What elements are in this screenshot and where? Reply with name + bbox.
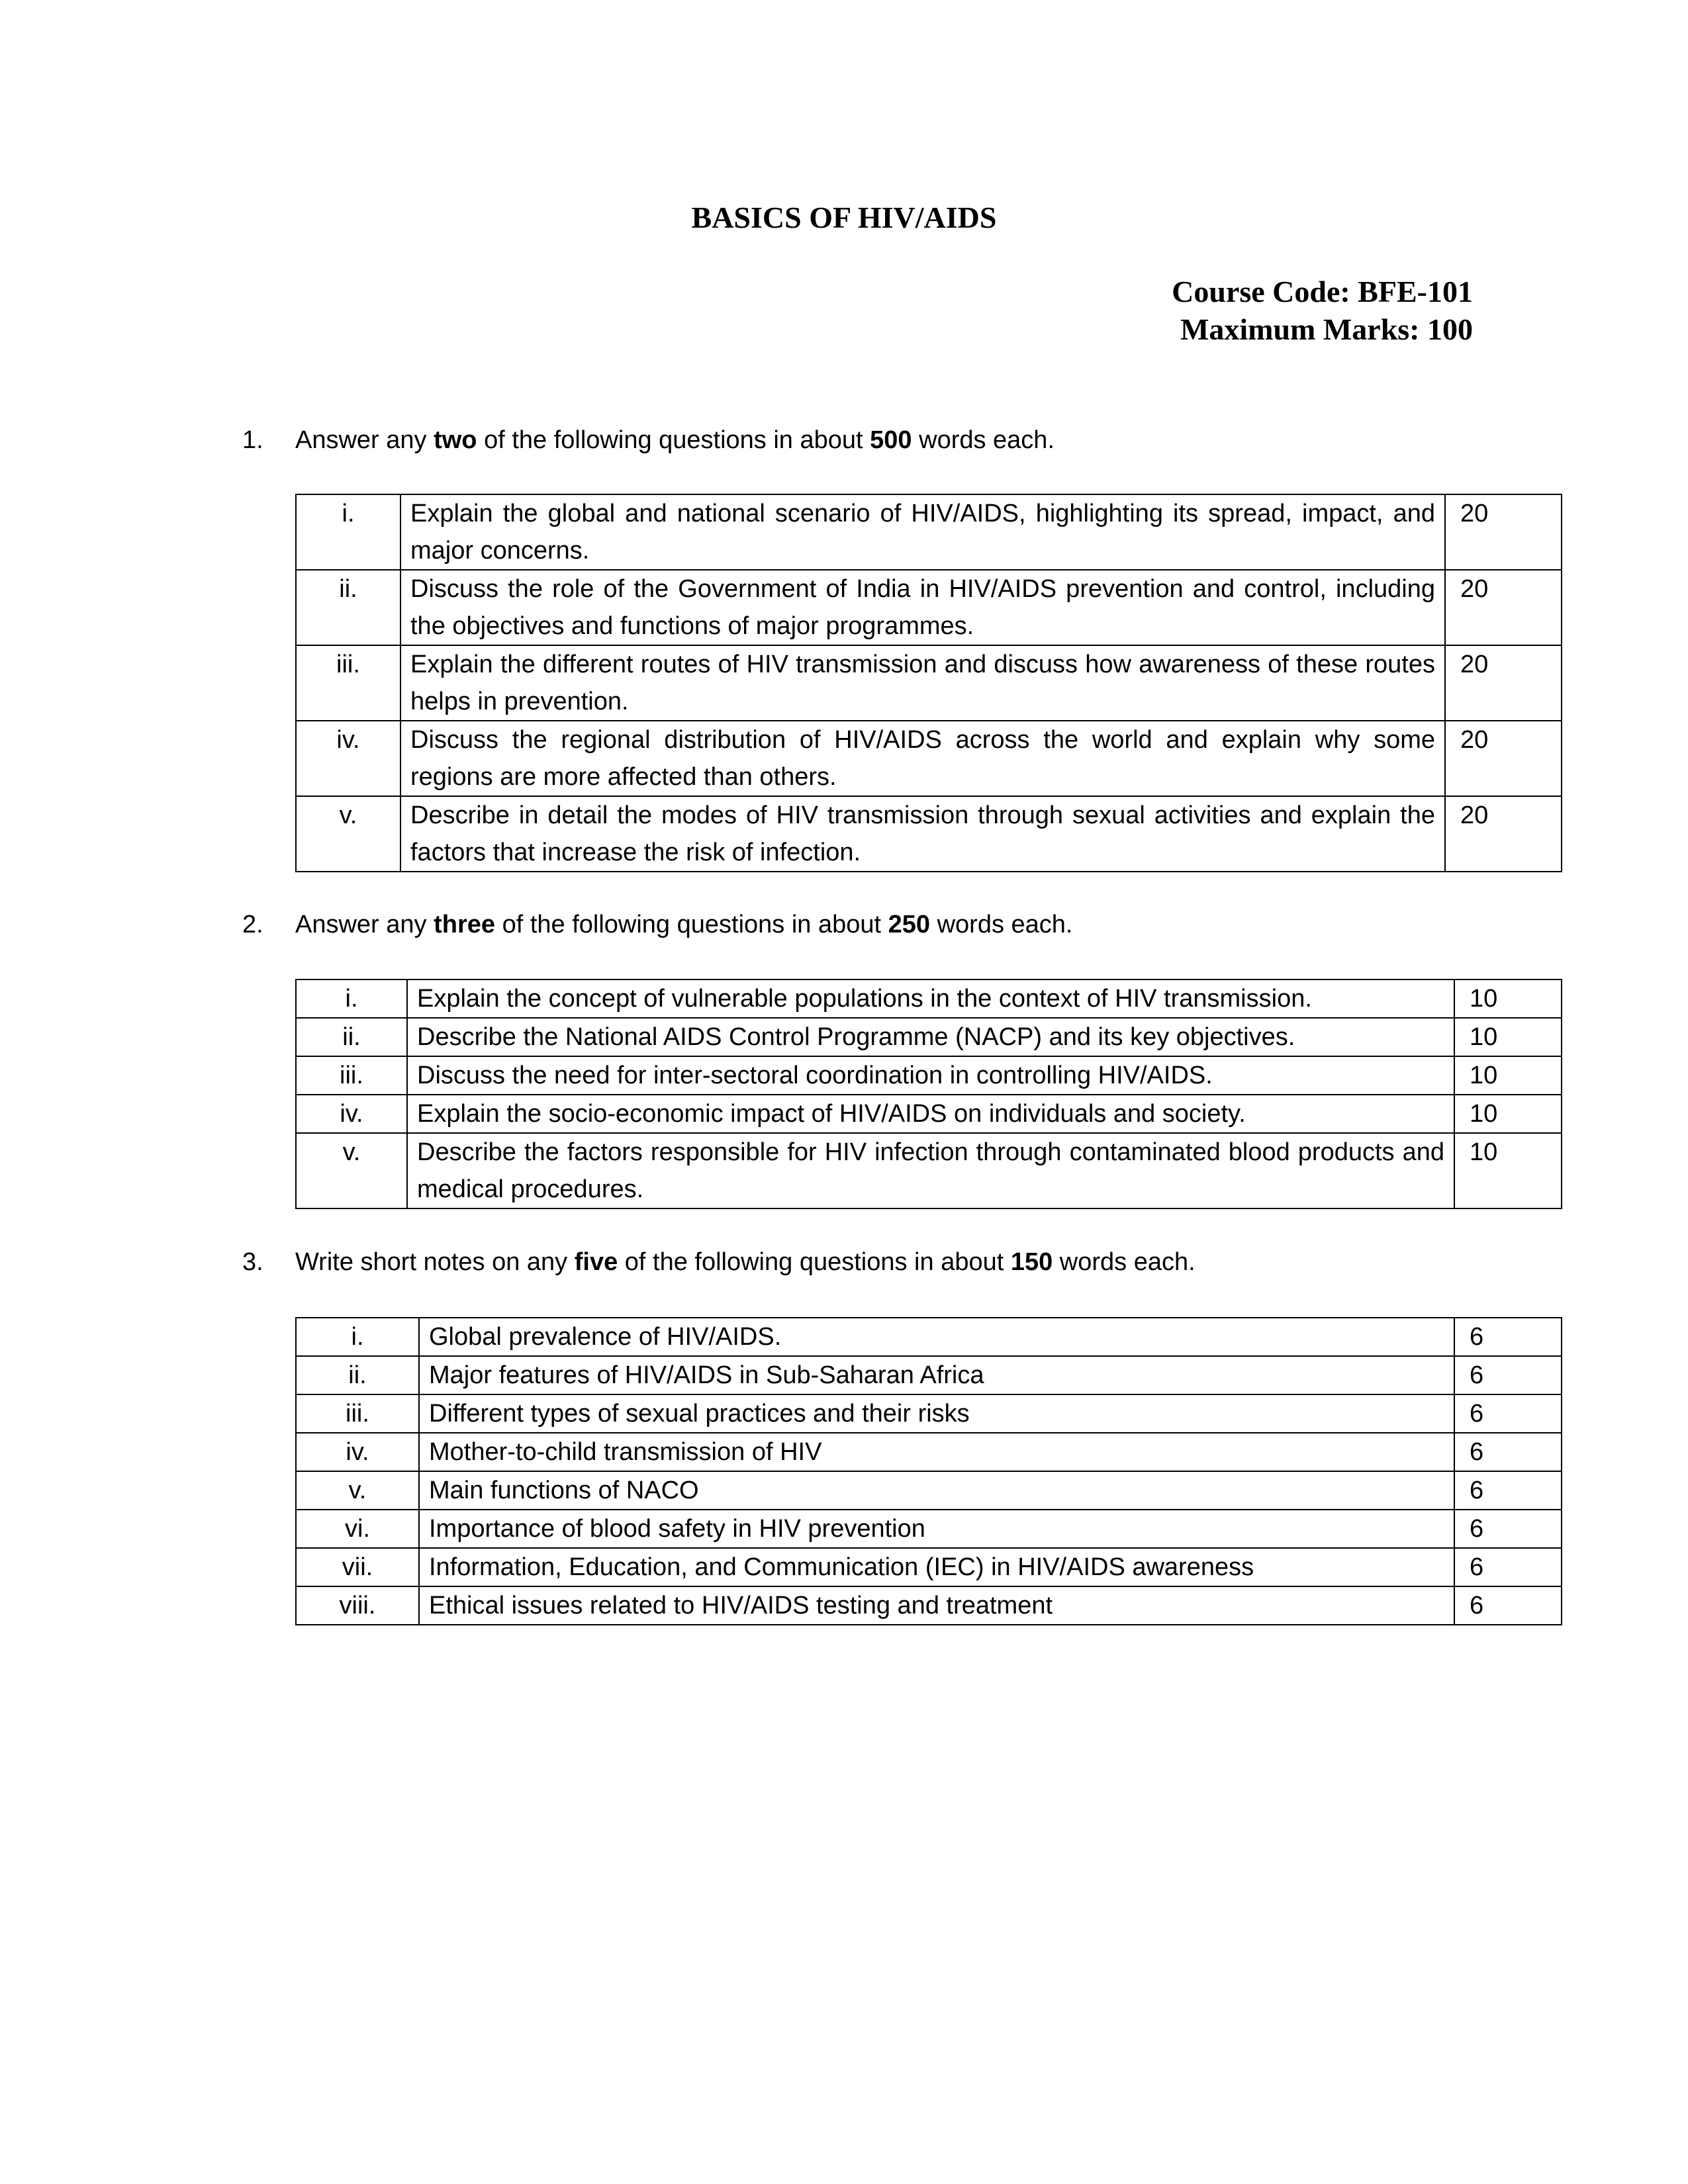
question-text: Describe in detail the modes of HIV transmission through sexual activities and explain the factors that increase the risk of infection.	[400, 796, 1445, 872]
question-row	[296, 1471, 1562, 1510]
instruction-word-limit: 150	[1010, 1248, 1053, 1276]
question-row	[296, 494, 1562, 570]
question-marks: 6	[1454, 1471, 1562, 1510]
question-row	[296, 1394, 1562, 1433]
question-text: Global prevalence of HIV/AIDS.	[419, 1318, 1454, 1356]
instruction-text: of the following questions in about	[477, 426, 870, 454]
question-marks: 10	[1454, 1095, 1562, 1133]
question-row	[296, 1548, 1562, 1586]
question-row	[296, 979, 1562, 1018]
question-marks: 20	[1445, 645, 1562, 721]
question-marks: 6	[1454, 1586, 1562, 1625]
question-text: Discuss the need for inter-sectoral coordination in controlling HIV/AIDS.	[407, 1056, 1454, 1095]
question-row	[296, 1510, 1562, 1548]
question-number: v.	[296, 1133, 407, 1208]
question-number: iii.	[296, 1394, 419, 1433]
question-text: Discuss the role of the Government of India in HIV/AIDS prevention and control, including the objectives and functions of major programmes.	[400, 570, 1445, 645]
instruction-word-limit: 250	[888, 911, 931, 938]
section-2-questions-table	[295, 979, 1562, 1209]
question-number: vii.	[296, 1548, 419, 1586]
question-text: Main functions of NACO	[419, 1471, 1454, 1510]
question-marks: 20	[1445, 494, 1562, 570]
question-marks: 6	[1454, 1318, 1562, 1356]
question-marks: 6	[1454, 1433, 1562, 1471]
instruction-text: words each.	[930, 911, 1073, 938]
instruction-text: of the following questions in about	[495, 911, 888, 938]
question-text: Explain the global and national scenario of HIV/AIDS, highlighting its spread, impact, and major concerns.	[400, 494, 1445, 570]
question-marks: 20	[1445, 570, 1562, 645]
question-number: v.	[296, 1471, 419, 1510]
instruction-text: Answer any	[295, 426, 434, 454]
question-number: ii.	[296, 1356, 419, 1394]
question-row	[296, 1133, 1562, 1208]
course-code: Course Code: BFE-101	[1172, 275, 1473, 308]
instruction-count: three	[434, 911, 496, 938]
question-row	[296, 1433, 1562, 1471]
question-number: iii.	[296, 1056, 407, 1095]
question-marks: 6	[1454, 1394, 1562, 1433]
question-text: Mother-to-child transmission of HIV	[419, 1433, 1454, 1471]
question-text: Information, Education, and Communication (IEC) in HIV/AIDS awareness	[419, 1548, 1454, 1586]
question-number: i.	[296, 494, 400, 570]
question-text: Explain the concept of vulnerable populations in the context of HIV transmission.	[407, 979, 1454, 1018]
question-text: Explain the socio-economic impact of HIV/AIDS on individuals and society.	[407, 1095, 1454, 1133]
question-row	[296, 1056, 1562, 1095]
question-marks: 20	[1445, 796, 1562, 872]
question-row	[296, 570, 1562, 645]
question-marks: 10	[1454, 1133, 1562, 1208]
question-marks: 6	[1454, 1548, 1562, 1586]
question-row	[296, 1018, 1562, 1056]
question-number: ii.	[296, 1018, 407, 1056]
question-number: i.	[296, 979, 407, 1018]
question-number: iv.	[296, 721, 400, 796]
question-marks: 6	[1454, 1510, 1562, 1548]
question-marks: 10	[1454, 979, 1562, 1018]
question-number: ii.	[296, 570, 400, 645]
section-1-instruction	[242, 422, 1055, 458]
question-text: Describe the National AIDS Control Programme (NACP) and its key objectives.	[407, 1018, 1454, 1056]
question-text: Different types of sexual practices and their risks	[419, 1394, 1454, 1433]
section-number: 2.	[242, 911, 263, 938]
question-marks: 20	[1445, 721, 1562, 796]
question-number: vi.	[296, 1510, 419, 1548]
course-meta	[1172, 273, 1473, 348]
question-row	[296, 721, 1562, 796]
section-number: 1.	[242, 426, 263, 454]
question-marks: 10	[1454, 1056, 1562, 1095]
question-text: Importance of blood safety in HIV prevention	[419, 1510, 1454, 1548]
section-1-questions-table	[295, 494, 1562, 872]
question-number: i.	[296, 1318, 419, 1356]
question-marks: 10	[1454, 1018, 1562, 1056]
instruction-text: words each.	[912, 426, 1055, 454]
question-text: Major features of HIV/AIDS in Sub-Saharan Africa	[419, 1356, 1454, 1394]
question-row	[296, 1356, 1562, 1394]
document-title: BASICS OF HIV/AIDS	[691, 201, 997, 234]
instruction-text: Write short notes on any	[295, 1248, 575, 1276]
question-text: Discuss the regional distribution of HIV/AIDS across the world and explain why some regions are more affected than others.	[400, 721, 1445, 796]
question-number: viii.	[296, 1586, 419, 1625]
question-number: iii.	[296, 645, 400, 721]
question-number: v.	[296, 796, 400, 872]
question-number: iv.	[296, 1095, 407, 1133]
question-row	[296, 1586, 1562, 1625]
section-2-instruction	[242, 907, 1073, 942]
question-text: Describe the factors responsible for HIV infection through contaminated blood products and medical procedures.	[407, 1133, 1454, 1208]
section-number: 3.	[242, 1248, 263, 1276]
question-text: Explain the different routes of HIV transmission and discuss how awareness of these routes helps in prevention.	[400, 645, 1445, 721]
instruction-text: of the following questions in about	[618, 1248, 1011, 1276]
section-3-instruction	[242, 1244, 1196, 1280]
question-text: Ethical issues related to HIV/AIDS testing and treatment	[419, 1586, 1454, 1625]
question-row	[296, 645, 1562, 721]
question-row	[296, 1318, 1562, 1356]
instruction-count: two	[434, 426, 477, 454]
maximum-marks: Maximum Marks: 100	[1180, 312, 1473, 346]
instruction-count: five	[574, 1248, 618, 1276]
question-number: iv.	[296, 1433, 419, 1471]
question-row	[296, 1095, 1562, 1133]
instruction-word-limit: 500	[870, 426, 912, 454]
question-row	[296, 796, 1562, 872]
instruction-text: Answer any	[295, 911, 434, 938]
section-3-questions-table	[295, 1317, 1562, 1625]
instruction-text: words each.	[1053, 1248, 1196, 1276]
question-marks: 6	[1454, 1356, 1562, 1394]
